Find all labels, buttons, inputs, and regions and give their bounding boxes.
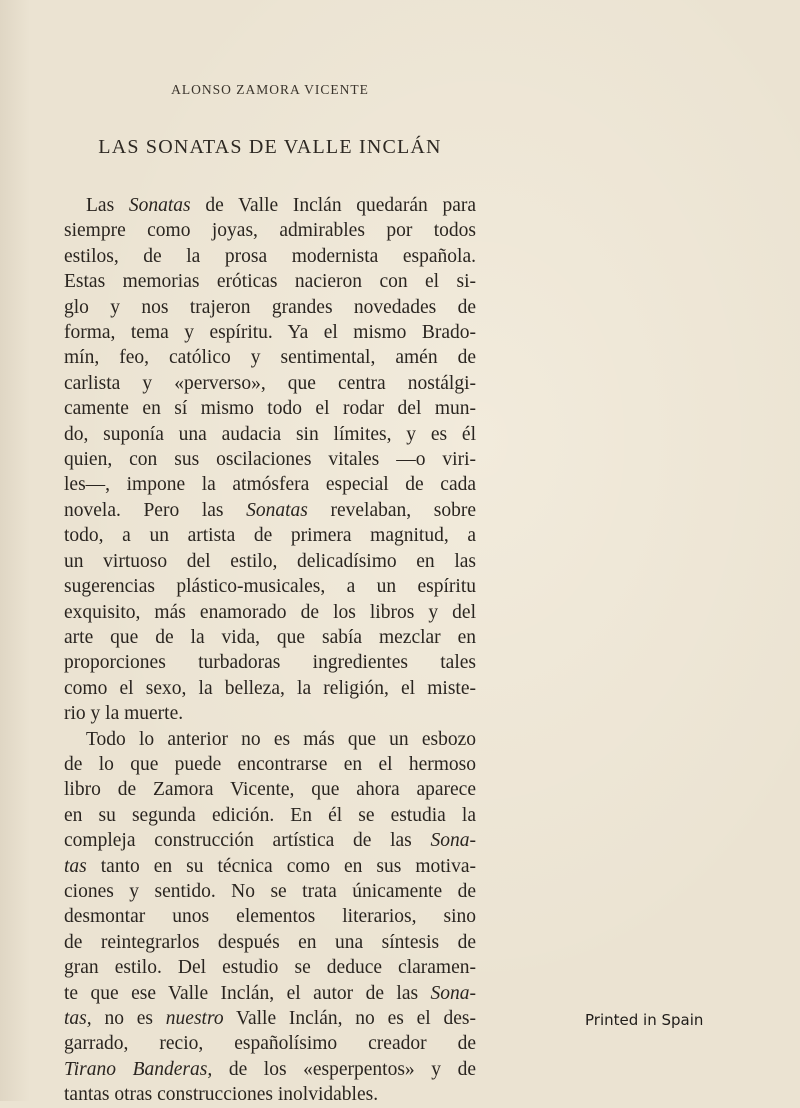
text-line: tantas otras construcciones inolvidables. bbox=[64, 1084, 379, 1106]
text-line: Las Sonatas de Valle Inclán quedarán para bbox=[86, 195, 476, 216]
printed-in-footer: Printed in Spain bbox=[585, 1011, 704, 1029]
text-line: estilos, de la prosa modernista española. bbox=[64, 245, 476, 267]
text-line: forma, tema y espíritu. Ya el mismo Brado- bbox=[64, 322, 476, 344]
text-line: como el sexo, la belleza, la religión, el miste- bbox=[64, 677, 476, 699]
text-line: un virtuoso del estilo, delicadísimo en las bbox=[64, 550, 476, 572]
italic-title: Sona- bbox=[430, 830, 476, 852]
text-line: novela. Pero las Sonatas revelaban, sobre bbox=[64, 499, 476, 521]
text-line: exquisito, más enamorado de los libros y del bbox=[64, 601, 476, 623]
text-line: de reintegrarlos después en una síntesis de bbox=[64, 931, 476, 953]
italic-title: Sonatas bbox=[128, 195, 191, 216]
text-line: gran estilo. Del estudio se deduce claramen- bbox=[64, 957, 476, 979]
text-line: mín, feo, católico y sentimental, amén de bbox=[64, 347, 476, 369]
text-line: les—, impone la atmósfera especial de cada bbox=[64, 474, 476, 496]
text-line: Tirano Banderas, de los «esperpentos» y de bbox=[64, 1058, 476, 1080]
italic-title: Sona- bbox=[430, 982, 476, 1004]
text-line: quien, con sus oscilaciones vitales —o viri- bbox=[64, 449, 476, 471]
text-line: camente en sí mismo todo el rodar del mun- bbox=[64, 398, 476, 420]
text-line: todo, a un artista de primera magnitud, a bbox=[64, 525, 476, 547]
text-line: arte que de la vida, que sabía mezclar en bbox=[64, 626, 476, 648]
paragraph-2 bbox=[64, 727, 476, 1108]
text-line: garrado, recio, españolísimo creador de bbox=[64, 1033, 476, 1055]
text-line: carlista y «perverso», que centra nostálgi- bbox=[64, 372, 476, 394]
text-line: tas tanto en su técnica como en sus motiva- bbox=[64, 855, 476, 877]
paragraph-1 bbox=[64, 193, 476, 727]
text-line: ciones y sentido. No se trata únicamente de bbox=[64, 880, 476, 902]
text-line: de lo que puede encontrarse en el hermoso bbox=[64, 753, 476, 775]
text-line: desmontar unos elementos literarios, sino bbox=[64, 906, 476, 928]
page-title: LAS SONATAS DE VALLE INCLÁN bbox=[98, 136, 442, 158]
italic-title: tas, bbox=[64, 1008, 92, 1029]
text-line: en su segunda edición. En él se estudia la bbox=[64, 804, 476, 826]
text-line: compleja construcción artística de las Sona- bbox=[64, 830, 476, 852]
italic-title: Sonatas bbox=[246, 499, 308, 521]
text-line: rio y la muerte. bbox=[64, 703, 184, 725]
author-name: ALONSO ZAMORA VICENTE bbox=[171, 82, 369, 97]
article-body bbox=[64, 193, 476, 1108]
text-line: Estas memorias eróticas nacieron con el si- bbox=[64, 271, 476, 293]
text-line: proporciones turbadoras ingredientes tales bbox=[64, 652, 476, 674]
italic-title: Tirano Banderas, bbox=[64, 1058, 213, 1080]
text-line: te que ese Valle Inclán, el autor de las Sona- bbox=[64, 982, 476, 1004]
text-line: do, suponía una audacia sin límites, y es él bbox=[64, 423, 476, 445]
italic-title: tas bbox=[64, 855, 87, 877]
italic-word: nuestro bbox=[165, 1008, 224, 1029]
text-line: sugerencias plástico-musicales, a un espíritu bbox=[64, 576, 476, 598]
text-line: glo y nos trajeron grandes novedades de bbox=[64, 296, 476, 318]
text-line: tas, no es nuestro Valle Inclán, no es el des- bbox=[64, 1008, 476, 1029]
text-line: libro de Zamora Vicente, que ahora aparece bbox=[64, 779, 476, 801]
text-line: Todo lo anterior no es más que un esbozo bbox=[86, 728, 476, 750]
text-line: siempre como joyas, admirables por todos bbox=[64, 220, 476, 242]
